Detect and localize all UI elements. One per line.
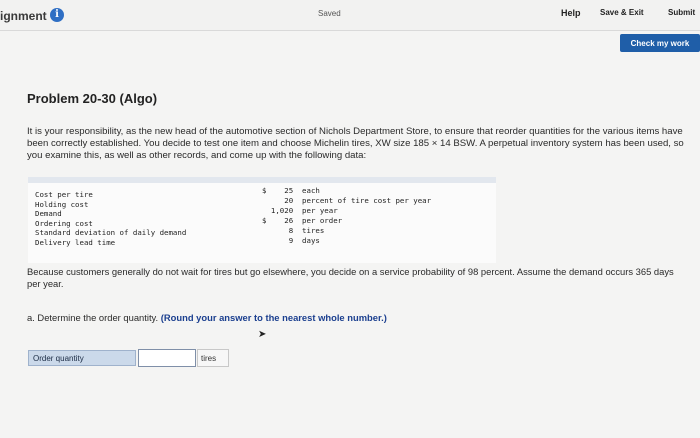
order-quantity-label: Order quantity xyxy=(28,350,136,366)
problem-intro: It is your responsibility, as the new head of the automotive section of Nichols Department Store, to ensure that reorder quantities for the various items have been correctly established. You decide to test one item and choose Michelin tires, XW size 185 × 14 BSW. A perpetual inventory system has been used, so you examine this, as well as other records, and come up with the following data: xyxy=(27,126,684,161)
problem-followup: Because customers generally do not wait for tires but go elsewhere, you decide on a service probability of 98 percent. Assume the demand occurs 365 days per year. xyxy=(27,266,674,289)
data-labels xyxy=(35,190,186,248)
data-value-holding: 20 percent of tire cost per year xyxy=(262,196,432,205)
data-label-leadtime: Delivery lead time xyxy=(35,237,116,247)
data-value-ordering: $ 26 per order xyxy=(262,216,343,225)
question-prefix: a. Determine the order quantity. xyxy=(27,312,159,323)
problem-title: Problem 20-30 (Algo) xyxy=(27,91,158,106)
question-note: (Round your answer to the nearest whole number.) xyxy=(160,312,387,323)
mouse-cursor-icon: ➤ xyxy=(258,329,267,340)
data-label-holding: Holding cost xyxy=(35,199,89,209)
info-icon[interactable]: i xyxy=(50,8,64,22)
question-a xyxy=(27,312,387,323)
data-label-demand: Demand xyxy=(35,209,62,219)
top-bar xyxy=(0,0,700,31)
submit-button[interactable]: Submit xyxy=(668,8,696,17)
data-value-leadtime: 9 days xyxy=(262,236,320,245)
check-my-work-button[interactable]: Check my work xyxy=(620,34,700,52)
data-values xyxy=(262,186,431,246)
saved-status: Saved xyxy=(318,9,341,18)
data-value-cost: $ 25 each xyxy=(262,186,320,195)
save-exit-button[interactable]: Save & Exit xyxy=(600,8,644,17)
data-label-cost: Cost per tire xyxy=(35,190,93,199)
assignment-title: ignment xyxy=(0,9,47,23)
order-quantity-unit: tires xyxy=(197,349,229,367)
data-value-stddev: 8 tires xyxy=(262,226,325,235)
order-quantity-input[interactable] xyxy=(138,349,196,367)
data-label-stddev: Standard deviation of daily demand xyxy=(35,228,187,238)
data-value-demand: 1,020 per year xyxy=(262,206,338,215)
data-label-ordering: Ordering cost xyxy=(35,218,93,228)
help-button[interactable]: Help xyxy=(561,8,581,18)
